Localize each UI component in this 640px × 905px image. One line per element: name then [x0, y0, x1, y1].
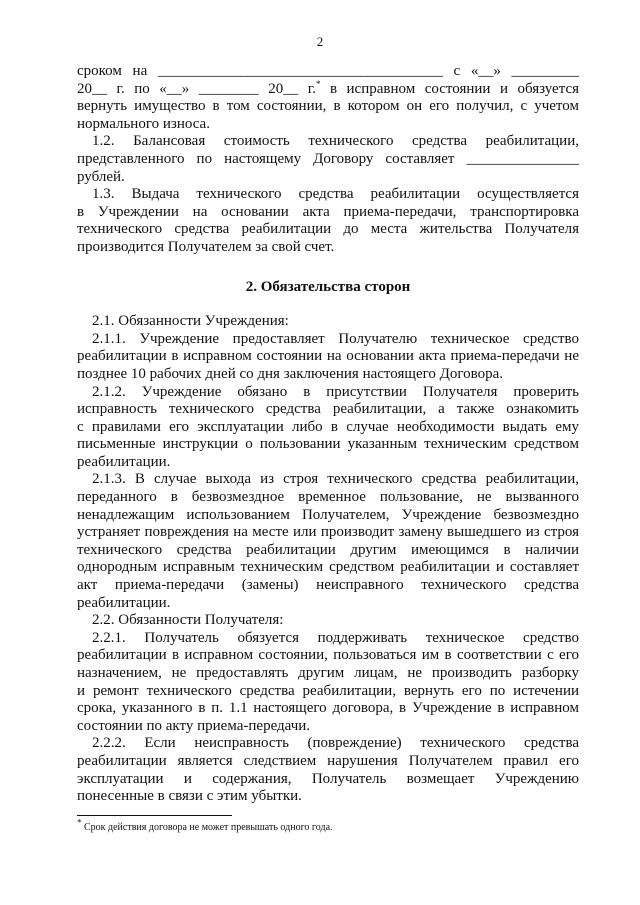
text-line: и ремонт технического средства реабилитации, вернуть его по истечении	[77, 682, 579, 699]
text-line: с правилами его эксплуатации либо в случае необходимости выдать ему	[77, 418, 579, 435]
text-line: состоянии по акту приема-передачи.	[77, 717, 311, 734]
text-line: реабилитации является следствием нарушения Получателем правил его	[77, 752, 579, 769]
text-line: нормального износа.	[77, 115, 210, 132]
paragraph-2-1-3	[77, 471, 579, 612]
paragraph-2-2	[77, 612, 579, 630]
paragraph-1-3	[77, 186, 579, 256]
text-line: реабилитации в исправном состоянии на основании акта приема-передачи не	[77, 348, 579, 365]
section-title: 2. Обязательства сторон	[245, 278, 411, 295]
text-line: 1.2. Балансовая стоимость технического средства реабилитации,	[92, 133, 579, 150]
text-line: устраняет повреждения на месте или производит замену вышедшего из строя	[77, 524, 579, 541]
text-line: письменные инструкции о пользовании указанным техническим средством	[77, 436, 579, 453]
text-line: технического средства реабилитации другим имеющимся в наличии	[77, 541, 579, 558]
text-line: рублей.	[77, 168, 125, 185]
text-line: срока, указанного в п. 1.1 настоящего договора, в Учреждение в исправном	[77, 700, 579, 717]
text-line: реабилитации.	[77, 594, 171, 611]
paragraph-2-1-1	[77, 331, 579, 384]
text-line: 2.1.1. Учреждение предоставляет Получателю техническое средство	[92, 330, 579, 347]
text-line: эксплуатации и содержания, Получатель возмещает Учреждению	[77, 770, 579, 787]
paragraph-term	[77, 63, 579, 133]
text-line: вернуть имущество в том состоянии, в котором он его получил, с учетом	[77, 98, 579, 115]
text-line: исправность технического средства реабилитации, а также ознакомить	[77, 401, 579, 418]
text-line: производится Получателем за свой счет.	[77, 238, 335, 255]
text-line: 2.2.1. Получатель обязуется поддерживать техническое средство	[92, 629, 579, 646]
text-line: реабилитации в исправном состоянии, пользоваться им в соответствии с его	[77, 647, 579, 664]
footnote-mark: *	[77, 817, 82, 828]
paragraph-2-1	[77, 313, 579, 331]
text-line: 2.1. Обязанности Учреждения:	[92, 313, 289, 330]
text-line: в Учреждении на основании акта приема-передачи, транспортировка	[77, 203, 579, 220]
footnote-divider	[77, 815, 232, 816]
text-line: понесенные в связи с этим убытки.	[77, 788, 302, 805]
text-line: 1.3. Выдача технического средства реабилитации осуществляется	[92, 186, 579, 203]
text-line: 2.2. Обязанности Получателя:	[92, 612, 284, 629]
footnote-text: Срок действия договора не может превышать одного года.	[84, 822, 333, 833]
footnote	[77, 817, 333, 834]
text-line: 2.2.2. Если неисправность (повреждение) технического средства	[92, 735, 579, 752]
paragraph-2-2-2	[77, 735, 579, 805]
text-line: позднее 10 рабочих дней со дня заключения настоящего Договора.	[77, 365, 504, 382]
text-line: однородным исправным техническим средством реабилитации и составляет	[77, 559, 579, 576]
text-line: ненадлежащим использованием Получателем, Учреждение безвозмездно	[77, 506, 579, 523]
text-line: 20__ г. по «__» ________ 20__ г.* в исправном состоянии и обязуется	[77, 78, 580, 97]
text-line: переданного в безвозмездное временное пользование, не вызванного	[77, 489, 579, 506]
paragraph-2-1-2	[77, 384, 579, 472]
text-line: технического средства реабилитации до места жительства Получателя	[77, 221, 579, 238]
paragraph-2-2-1	[77, 630, 579, 736]
text-line: реабилитации.	[77, 453, 171, 470]
text-line: 2.1.3. В случае выхода из строя технического средства реабилитации,	[92, 471, 579, 488]
text-line: назначением, не предоставлять другим лицам, не производить разборку	[77, 665, 579, 681]
text-line: сроком на ______________________________________ с «__» _________	[77, 63, 579, 79]
page-number: 2	[316, 34, 324, 49]
text-line: акт приема-передачи (замены) неисправного технического средства	[77, 577, 579, 594]
document-body	[77, 63, 579, 806]
paragraph-1-2	[77, 133, 579, 186]
text-line: 2.1.2. Учреждение обязано в присутствии Получателя проверить	[92, 383, 579, 400]
text-line: представленного по настоящему Договору составляет _______________	[77, 150, 579, 167]
